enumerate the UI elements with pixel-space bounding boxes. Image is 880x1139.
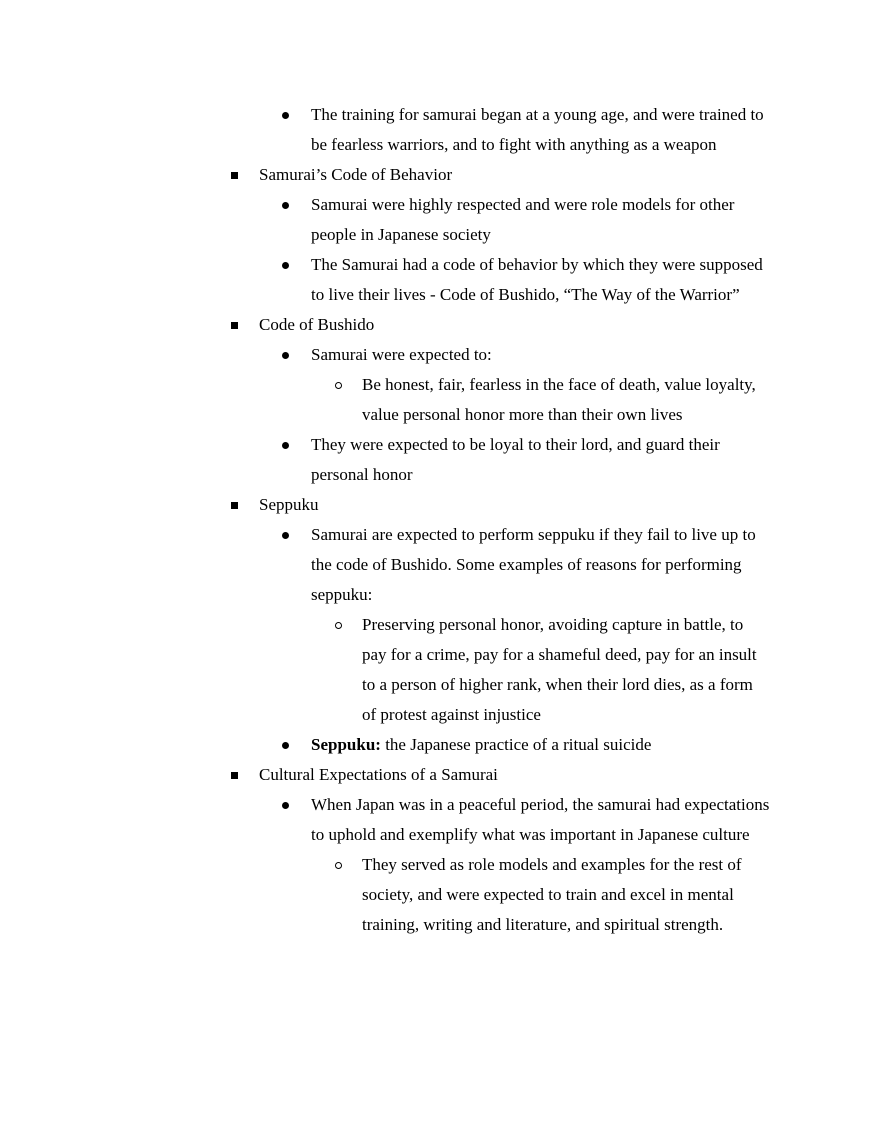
bushido-sub1-line-2: value personal honor more than their own lives bbox=[362, 405, 683, 424]
bullet-square-icon bbox=[231, 310, 238, 340]
bushido-item1: Samurai were expected to: bbox=[311, 345, 492, 364]
behavior-item1-line-2: people in Japanese society bbox=[311, 225, 491, 244]
bullet-dot-icon bbox=[282, 520, 289, 550]
training-line-2: be fearless warriors, and to fight with anything as a weapon bbox=[311, 135, 717, 154]
bullet-dot-icon bbox=[282, 250, 289, 280]
cultural-sub1-line-1: They served as role models and examples for the rest of bbox=[362, 855, 742, 874]
training-line-1: The training for samurai began at a young age, and were trained to bbox=[311, 105, 764, 124]
bullet-circle-icon bbox=[335, 610, 342, 640]
bullet-square-icon bbox=[231, 160, 238, 190]
bullet-dot-icon bbox=[282, 730, 289, 760]
heading-seppuku: Seppuku bbox=[259, 495, 319, 514]
bullet-circle-icon bbox=[335, 850, 342, 880]
definition-text: the Japanese practice of a ritual suicide bbox=[380, 735, 652, 754]
behavior-item2-line-2: to live their lives - Code of Bushido, “The Way of the Warrior” bbox=[311, 285, 740, 304]
bushido-item2-line-2: personal honor bbox=[311, 465, 413, 484]
cultural-item1-line-1: When Japan was in a peaceful period, the samurai had expectations bbox=[311, 795, 770, 814]
seppuku-definition bbox=[311, 730, 651, 760]
definition-term: Seppuku: bbox=[311, 735, 381, 754]
heading-code-of-behavior: Samurai’s Code of Behavior bbox=[259, 165, 453, 184]
bullet-square-icon bbox=[231, 490, 238, 520]
bullet-square-icon bbox=[231, 760, 238, 790]
bullet-dot-icon bbox=[282, 790, 289, 820]
seppuku-sub1-line-1: Preserving personal honor, avoiding capture in battle, to bbox=[362, 615, 744, 634]
bullet-circle-icon bbox=[335, 370, 342, 400]
cultural-item1-line-2: to uphold and exemplify what was important in Japanese culture bbox=[311, 825, 750, 844]
seppuku-item1-line-2: the code of Bushido. Some examples of reasons for performing bbox=[311, 555, 742, 574]
seppuku-sub1-line-4: of protest against injustice bbox=[362, 705, 541, 724]
bullet-dot-icon bbox=[282, 340, 289, 370]
bullet-dot-icon bbox=[282, 190, 289, 220]
bushido-sub1-line-1: Be honest, fair, fearless in the face of death, value loyalty, bbox=[362, 375, 756, 394]
behavior-item2-line-1: The Samurai had a code of behavior by which they were supposed bbox=[311, 255, 763, 274]
seppuku-item1-line-3: seppuku: bbox=[311, 585, 373, 604]
bushido-item2-line-1: They were expected to be loyal to their lord, and guard their bbox=[311, 435, 720, 454]
bullet-dot-icon bbox=[282, 100, 289, 130]
cultural-sub1-line-2: society, and were expected to train and excel in mental bbox=[362, 885, 734, 904]
heading-cultural-expectations: Cultural Expectations of a Samurai bbox=[259, 765, 498, 784]
behavior-item1-line-1: Samurai were highly respected and were role models for other bbox=[311, 195, 735, 214]
seppuku-item1-line-1: Samurai are expected to perform seppuku if they fail to live up to bbox=[311, 525, 756, 544]
cultural-sub1-line-3: training, writing and literature, and spiritual strength. bbox=[362, 915, 724, 934]
heading-code-of-bushido: Code of Bushido bbox=[259, 315, 375, 334]
seppuku-sub1-line-3: to a person of higher rank, when their lord dies, as a form bbox=[362, 675, 753, 694]
seppuku-sub1-line-2: pay for a crime, pay for a shameful deed, pay for an insult bbox=[362, 645, 757, 664]
bullet-dot-icon bbox=[282, 430, 289, 460]
